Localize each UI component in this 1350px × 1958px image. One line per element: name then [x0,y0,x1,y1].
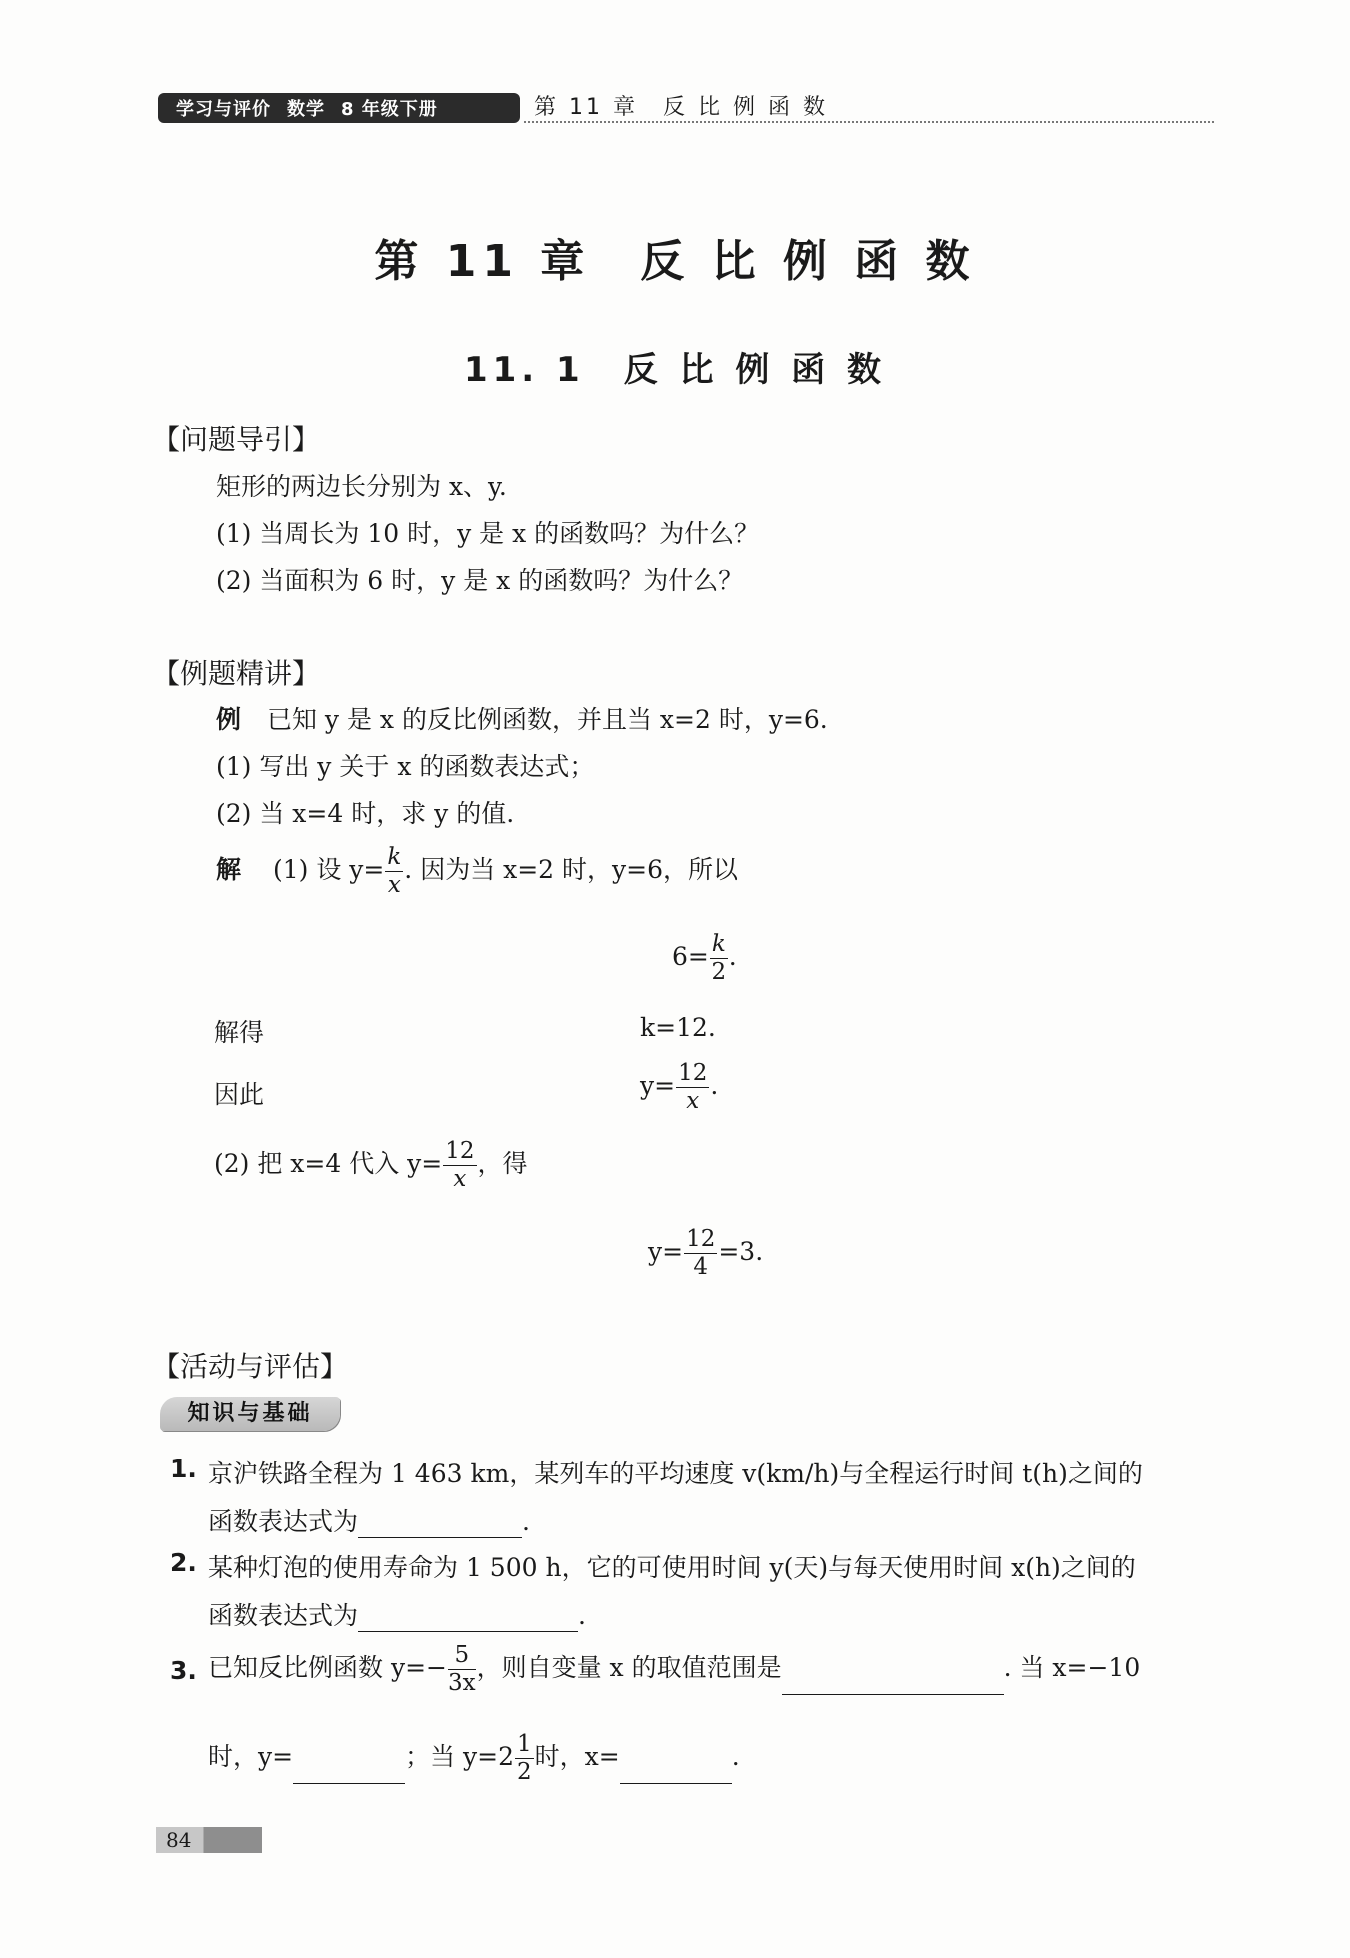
header-grade: 8 年级下册 [341,99,438,120]
answer-blank-3b[interactable] [293,1759,405,1784]
question-2-line2 [208,1596,586,1632]
question-1-line1: 京沪铁路全程为 1 463 km，某列车的平均速度 v(km/h)与全程运行时间 t(h)之间的 [208,1459,1143,1488]
solution-part2-post: ，得 [477,1149,528,1178]
question-3-pre: 已知反比例函数 y=− [208,1653,447,1682]
equation-y-eq-12-over-x [640,1062,718,1113]
question-number: 1. [170,1454,197,1483]
fraction-denominator: x [387,872,401,898]
solution-line2 [214,1140,528,1191]
equation-lhs: y= [640,1071,676,1100]
page-number: 84 [166,1828,192,1852]
question-3-l2c: 时，x= [534,1742,620,1771]
intro-heading: 【问题导引】 [152,423,321,456]
question-3-mid: ，则自变量 x 的取值范围是 [476,1653,782,1682]
example-stem-line [216,700,828,736]
period: . [578,1601,586,1630]
fraction-numerator: 12 [445,1138,475,1164]
fraction-denominator: 4 [693,1254,709,1280]
jiede-label: 解得 [214,1018,265,1047]
fraction-numerator: 12 [686,1226,716,1252]
fraction-5-over-3x [448,1644,476,1695]
fraction-numerator: k [711,931,726,957]
example-part1: (1) 写出 y 关于 x 的函数表达式； [216,752,595,781]
fraction-denominator: 2 [711,959,727,985]
fraction-numerator: 1 [517,1731,532,1757]
question-number: 3. [170,1656,197,1685]
fraction-numerator: 5 [448,1644,476,1670]
equation-period: . [710,1071,719,1100]
fraction-denominator: x [686,1088,700,1114]
fraction-k-over-x [385,846,403,897]
period: . [731,1742,740,1771]
question-2-number [170,1548,197,1577]
fraction-denominator: x [453,1166,467,1192]
question-1-line2 [208,1502,530,1538]
intro-q2: (2) 当面积为 6 时，y 是 x 的函数吗？为什么？ [216,566,744,595]
question-2-line1: 某种灯泡的使用寿命为 1 500 h，它的可使用时间 y(天)与每天使用时间 x(h)之间的 [208,1553,1136,1582]
example-heading: 【例题精讲】 [152,657,321,690]
question-1-prompt: 函数表达式为 [208,1507,359,1536]
solution-label: 解 [216,855,242,884]
fraction-k-over-2 [710,933,728,984]
question-2-prompt: 函数表达式为 [208,1601,359,1630]
fraction-numerator: 12 [678,1060,708,1086]
answer-blank-3c[interactable] [620,1759,732,1784]
equation-period: . [728,942,737,971]
chapter-title: 第 11 章 反 比 例 函 数 [374,236,976,287]
question-3-l2a: 时，y= [208,1742,294,1771]
answer-blank-1[interactable] [358,1513,522,1538]
example-label: 例 [216,705,242,734]
question-1-number [170,1454,197,1483]
knowledge-basics-badge: 知识与基础 [160,1397,340,1431]
intro-q1: (1) 当周长为 10 时，y 是 x 的函数吗？为什么？ [216,519,760,548]
equation-lhs: 6= [672,942,709,971]
question-number: 2. [170,1548,197,1577]
period: . [522,1507,530,1536]
header-book-pill [158,93,520,123]
mixed-fraction-half [515,1733,534,1784]
solution-part2-pre: (2) 把 x=4 代入 y= [214,1149,443,1178]
solution-part1-post: . 因为当 x=2 时，y=6，所以 [404,855,739,884]
header-subject: 数学 [287,99,325,120]
equation-lhs: y= [648,1237,684,1266]
example-stem: 已知 y 是 x 的反比例函数，并且当 x=2 时，y=6. [266,705,828,734]
fraction-denominator: 3x [447,1670,476,1696]
question-3-end: . 当 x=−10 [1003,1653,1141,1682]
question-3-l2b: ；当 y=2 [405,1742,515,1771]
page-number-tab [156,1827,262,1853]
equation-k-eq-12: k=12. [640,1013,716,1042]
yinci-label: 因此 [214,1080,265,1109]
header-book: 学习与评价 [176,99,271,120]
solution-part1-pre: (1) 设 y= [272,855,385,884]
activity-heading: 【活动与评估】 [152,1350,349,1383]
section-title: 11. 1 反 比 例 函 数 [463,350,887,390]
fraction-12-over-x [676,1062,709,1113]
equation-6-eq-k-over-2 [672,933,737,984]
fraction-denominator: 2 [517,1759,532,1785]
header-divider [524,121,1214,123]
solution-line1 [216,846,738,897]
fraction-12-over-x [443,1140,476,1191]
example-part2: (2) 当 x=4 时，求 y 的值. [216,799,515,828]
question-3-line1 [208,1644,1140,1695]
header-chapter: 第 11 章 反 比 例 函 数 [534,95,828,120]
equation-result: =3. [718,1237,764,1266]
equation-y-eq-12-over-4 [648,1228,763,1279]
question-3-number [170,1656,197,1685]
fraction-12-over-4 [684,1228,717,1279]
answer-blank-3a[interactable] [782,1670,1004,1695]
intro-lead: 矩形的两边长分别为 x、y. [216,472,507,501]
question-3-line2 [208,1733,740,1784]
answer-blank-2[interactable] [358,1607,578,1632]
fraction-numerator: k [387,844,402,870]
